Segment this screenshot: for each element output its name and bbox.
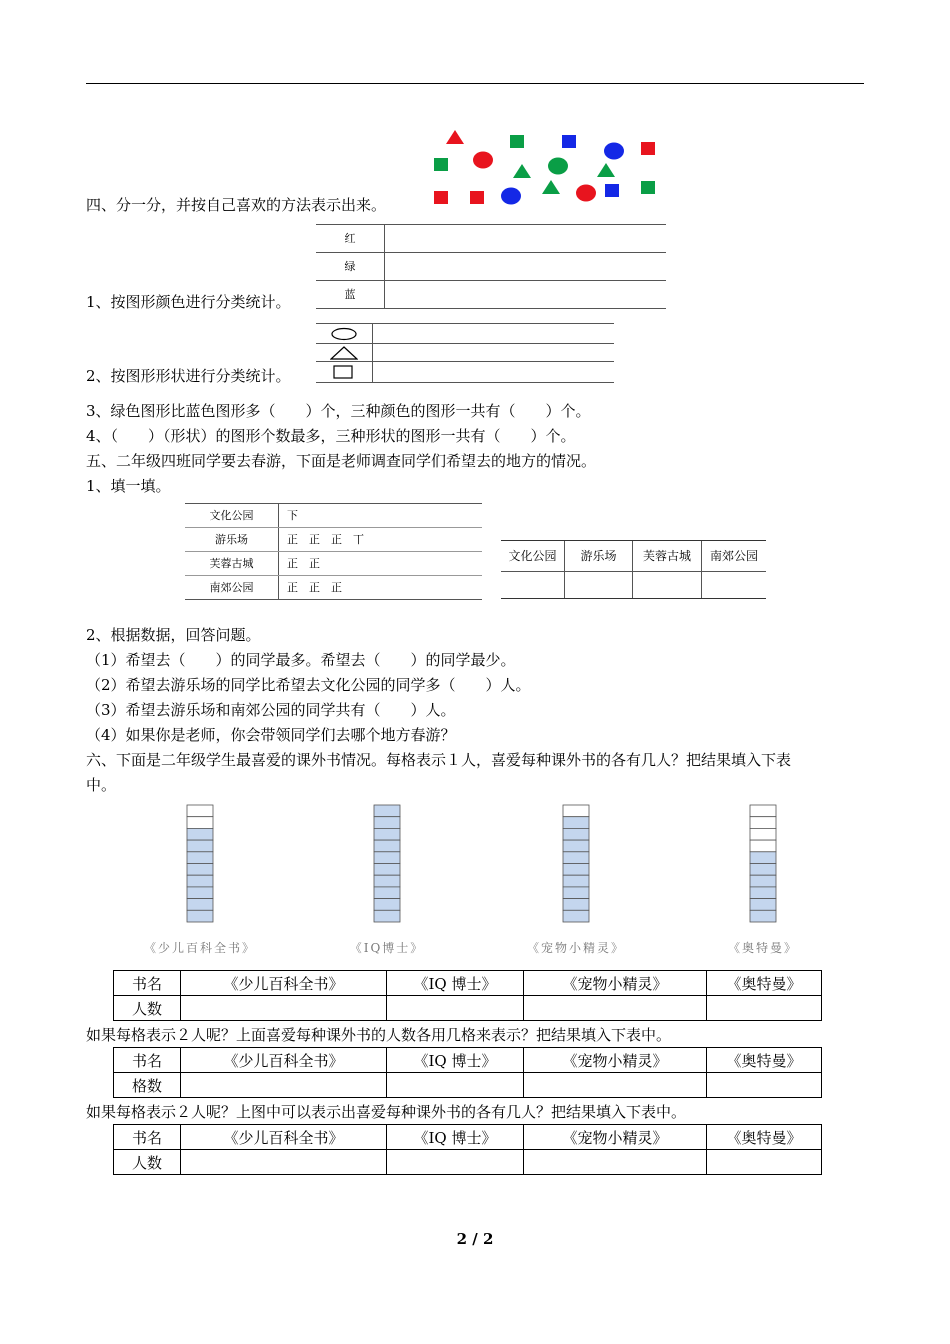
square-shape bbox=[641, 142, 655, 155]
fill-header: 南郊公园 bbox=[709, 549, 758, 563]
tally-marks: 正 正 bbox=[287, 557, 320, 570]
bar-cell-filled bbox=[187, 875, 213, 887]
fill-answer-cell[interactable] bbox=[702, 572, 766, 598]
bar-cell-filled bbox=[374, 852, 400, 864]
bar-cell-filled bbox=[563, 910, 589, 922]
color-row-label: 红 bbox=[316, 225, 385, 252]
fill-header: 芙蓉古城 bbox=[633, 541, 702, 571]
circle-shape bbox=[576, 185, 596, 202]
color-row-answer[interactable] bbox=[385, 281, 666, 308]
answer-cell[interactable] bbox=[707, 996, 822, 1021]
table-header-cell: 《少儿百科全书》 bbox=[181, 1125, 387, 1150]
shapes-picture bbox=[425, 124, 665, 214]
section5-title: 五、二年级四班同学要去春游，下面是老师调查同学们希望去的地方的情况。 bbox=[86, 452, 597, 470]
bar-cell-filled bbox=[374, 910, 400, 922]
tally-marks: 下 bbox=[287, 509, 298, 522]
table-row bbox=[114, 996, 822, 1021]
bar-category-label: 《宠物小精灵》 bbox=[526, 941, 626, 955]
table-row-label: 人数 bbox=[114, 996, 181, 1021]
fill-answer-cell[interactable] bbox=[565, 572, 633, 598]
q4-question: 4、（ ）（形状）的图形个数最多，三种形状的图形一共有（ ）个。 bbox=[86, 427, 576, 445]
color-row-label: 蓝 bbox=[316, 281, 385, 308]
section4-title: 四、分一分，并按自己喜欢的方法表示出来。 bbox=[86, 196, 387, 214]
square-shape bbox=[434, 191, 448, 204]
bar-cell-filled bbox=[750, 852, 776, 864]
bar-category-label: 《IQ博士》 bbox=[349, 941, 425, 955]
section6-question-a: 如果每格表示２人呢？上面喜爱每种课外书的人数各用几格来表示？把结果填入下表中。 bbox=[86, 1026, 672, 1044]
table-row bbox=[114, 1150, 822, 1175]
bar-cell-filled bbox=[374, 864, 400, 876]
table-header-row bbox=[114, 971, 822, 996]
square-shape bbox=[562, 135, 576, 148]
section5-sub4: （4）如果你是老师，你会带领同学们去哪个地方春游？ bbox=[86, 726, 456, 744]
section5-q2: 2、根据数据，回答问题。 bbox=[86, 626, 261, 644]
triangle-icon bbox=[316, 344, 373, 361]
bar-cell-filled bbox=[563, 852, 589, 864]
table-header-cell: 书名 bbox=[114, 1125, 181, 1150]
section6-question-b: 如果每格表示２人呢？上图中可以表示出喜爱每种课外书的各有几人？把结果填入下表中。 bbox=[86, 1103, 687, 1121]
bar-cell-filled bbox=[187, 910, 213, 922]
circle-shape bbox=[501, 188, 521, 205]
bar-cell-empty bbox=[750, 805, 776, 817]
bar-cell-filled bbox=[563, 887, 589, 899]
table-header-cell: 《IQ 博士》 bbox=[387, 1125, 524, 1150]
fill-header: 游乐场 bbox=[565, 541, 633, 571]
bar-cell-filled bbox=[563, 817, 589, 829]
fill-header-row bbox=[501, 541, 766, 572]
color-count-table bbox=[316, 224, 666, 309]
table-header-cell: 《奥特曼》 bbox=[707, 1048, 822, 1073]
table-header-cell: 《奥特曼》 bbox=[707, 1125, 822, 1150]
color-row bbox=[316, 253, 666, 281]
color-row-answer[interactable] bbox=[385, 253, 666, 280]
bar-cell-filled bbox=[374, 828, 400, 840]
table-header-cell: 书名 bbox=[114, 1048, 181, 1073]
section5-sub1: （1）希望去（ ）的同学最多。希望去（ ）的同学最少。 bbox=[86, 651, 516, 669]
triangle-shape bbox=[597, 163, 615, 177]
square-shape bbox=[641, 181, 655, 194]
square-icon bbox=[316, 362, 373, 382]
tally-place: 芙蓉古城 bbox=[185, 552, 279, 575]
bar-category-label: 《奥特曼》 bbox=[727, 941, 799, 955]
place-fill-table bbox=[501, 540, 766, 599]
people-count-table bbox=[113, 1124, 822, 1175]
tally-row bbox=[185, 576, 482, 600]
answer-cell[interactable] bbox=[387, 1073, 524, 1098]
bar-cell-filled bbox=[374, 899, 400, 911]
table-header-cell: 《奥特曼》 bbox=[707, 971, 822, 996]
book-count-table bbox=[113, 970, 822, 1021]
answer-cell[interactable] bbox=[524, 1073, 707, 1098]
bar-cell-filled bbox=[563, 864, 589, 876]
table-header-cell: 《宠物小精灵》 bbox=[524, 971, 707, 996]
shape-row-answer[interactable] bbox=[373, 362, 614, 382]
shape-count-table bbox=[316, 323, 614, 383]
color-row-label: 绿 bbox=[316, 253, 385, 280]
table-header-row bbox=[114, 1048, 822, 1073]
section5-sub3: （3）希望去游乐场和南郊公园的同学共有（ ）人。 bbox=[86, 701, 456, 719]
bar-cell-empty bbox=[187, 805, 213, 817]
bar-cell-filled bbox=[750, 875, 776, 887]
shape-row-answer[interactable] bbox=[373, 344, 614, 361]
circle-shape bbox=[604, 143, 624, 160]
tally-marks: 正 正 正 丅 bbox=[287, 533, 364, 546]
tally-marks: 正 正 正 bbox=[287, 581, 342, 594]
bar-cell-filled bbox=[374, 875, 400, 887]
square-shape bbox=[434, 158, 448, 171]
triangle-shape bbox=[446, 130, 464, 144]
answer-cell[interactable] bbox=[524, 996, 707, 1021]
bar-category-label: 《少儿百科全书》 bbox=[143, 941, 257, 955]
shape-row bbox=[316, 344, 614, 362]
header-rule bbox=[86, 83, 864, 84]
table-row-label: 人数 bbox=[114, 1150, 181, 1175]
bar-cell-empty bbox=[750, 817, 776, 829]
square-shape bbox=[470, 191, 484, 204]
bar-cell-empty bbox=[187, 817, 213, 829]
q3-question: 3、绿色图形比蓝色图形多（ ）个，三种颜色的图形一共有（ ）个。 bbox=[86, 402, 591, 420]
table-header-cell: 《IQ 博士》 bbox=[387, 971, 524, 996]
circle-shape bbox=[548, 158, 568, 175]
bar-cell-filled bbox=[374, 805, 400, 817]
bar-cell-filled bbox=[187, 899, 213, 911]
book-chart bbox=[110, 800, 830, 960]
bar-cell-filled bbox=[750, 899, 776, 911]
color-row bbox=[316, 225, 666, 253]
table-header-cell: 《IQ 博士》 bbox=[387, 1048, 524, 1073]
bar-cell-filled bbox=[750, 887, 776, 899]
tally-row bbox=[185, 528, 482, 552]
tally-place: 文化公园 bbox=[185, 504, 279, 527]
bar-cell-filled bbox=[187, 887, 213, 899]
answer-cell[interactable] bbox=[524, 1150, 707, 1175]
tally-place: 南郊公园 bbox=[185, 576, 279, 599]
bar-cell-filled bbox=[750, 910, 776, 922]
bar-cell-filled bbox=[374, 840, 400, 852]
bar-cell-empty bbox=[750, 840, 776, 852]
section6-title-line1: 六、下面是二年级学生最喜爱的课外书情况。每格表示１人，喜爱每种课外书的各有几人？把结果填入下表 bbox=[86, 751, 792, 769]
bar-cell-empty bbox=[563, 805, 589, 817]
table-row-label: 格数 bbox=[114, 1073, 181, 1098]
bar-cell-filled bbox=[563, 828, 589, 840]
section6-title-line2: 中。 bbox=[86, 776, 117, 794]
bar-cell-filled bbox=[750, 864, 776, 876]
answer-cell[interactable] bbox=[387, 996, 524, 1021]
answer-cell[interactable] bbox=[387, 1150, 524, 1175]
answer-cell[interactable] bbox=[181, 1150, 387, 1175]
circle-shape bbox=[473, 152, 493, 169]
triangle-shape bbox=[542, 180, 560, 194]
tally-row bbox=[185, 552, 482, 576]
bar-cell-empty bbox=[750, 828, 776, 840]
table-row bbox=[114, 1073, 822, 1098]
section5-q1: 1、填一填。 bbox=[86, 477, 171, 495]
table-header-cell: 《少儿百科全书》 bbox=[181, 1048, 387, 1073]
circle-icon bbox=[316, 324, 373, 343]
section5-sub2: （2）希望去游乐场的同学比希望去文化公园的同学多（ ）人。 bbox=[86, 676, 531, 694]
q1-color-count: 1、按图形颜色进行分类统计。 bbox=[86, 293, 291, 311]
tally-place: 游乐场 bbox=[185, 528, 279, 551]
square-shape bbox=[605, 184, 619, 197]
shape-row bbox=[316, 362, 614, 383]
q2-shape-count: 2、按图形形状进行分类统计。 bbox=[86, 367, 291, 385]
bar-cell-filled bbox=[187, 864, 213, 876]
bar-cell-filled bbox=[374, 817, 400, 829]
bar-cell-filled bbox=[563, 875, 589, 887]
answer-cell[interactable] bbox=[181, 996, 387, 1021]
shape-row-answer[interactable] bbox=[373, 324, 614, 343]
bar-cell-filled bbox=[374, 887, 400, 899]
tally-row bbox=[185, 504, 482, 528]
fill-header: 文化公园 bbox=[501, 541, 565, 571]
table-header-row bbox=[114, 1125, 822, 1150]
table-header-cell: 《少儿百科全书》 bbox=[181, 971, 387, 996]
color-row-answer[interactable] bbox=[385, 225, 666, 252]
bar-cell-filled bbox=[187, 840, 213, 852]
bar-cell-filled bbox=[563, 899, 589, 911]
shape-row bbox=[316, 323, 614, 344]
fill-answer-row bbox=[501, 572, 766, 599]
answer-cell[interactable] bbox=[181, 1073, 387, 1098]
answer-cell[interactable] bbox=[707, 1073, 822, 1098]
table-header-cell: 《宠物小精灵》 bbox=[524, 1048, 707, 1073]
bar-cell-filled bbox=[563, 840, 589, 852]
answer-cell[interactable] bbox=[707, 1150, 822, 1175]
fill-answer-cell[interactable] bbox=[633, 572, 702, 598]
page-number: 2 / 2 bbox=[456, 1230, 494, 1248]
table-header-cell: 《宠物小精灵》 bbox=[524, 1125, 707, 1150]
color-row bbox=[316, 281, 666, 309]
bar-cell-filled bbox=[187, 828, 213, 840]
triangle-shape bbox=[513, 164, 531, 178]
bar-cell-filled bbox=[187, 852, 213, 864]
tally-table bbox=[185, 503, 482, 600]
cell-count-table bbox=[113, 1047, 822, 1098]
square-shape bbox=[510, 135, 524, 148]
table-header-cell: 书名 bbox=[114, 971, 181, 996]
fill-answer-cell[interactable] bbox=[501, 572, 565, 598]
